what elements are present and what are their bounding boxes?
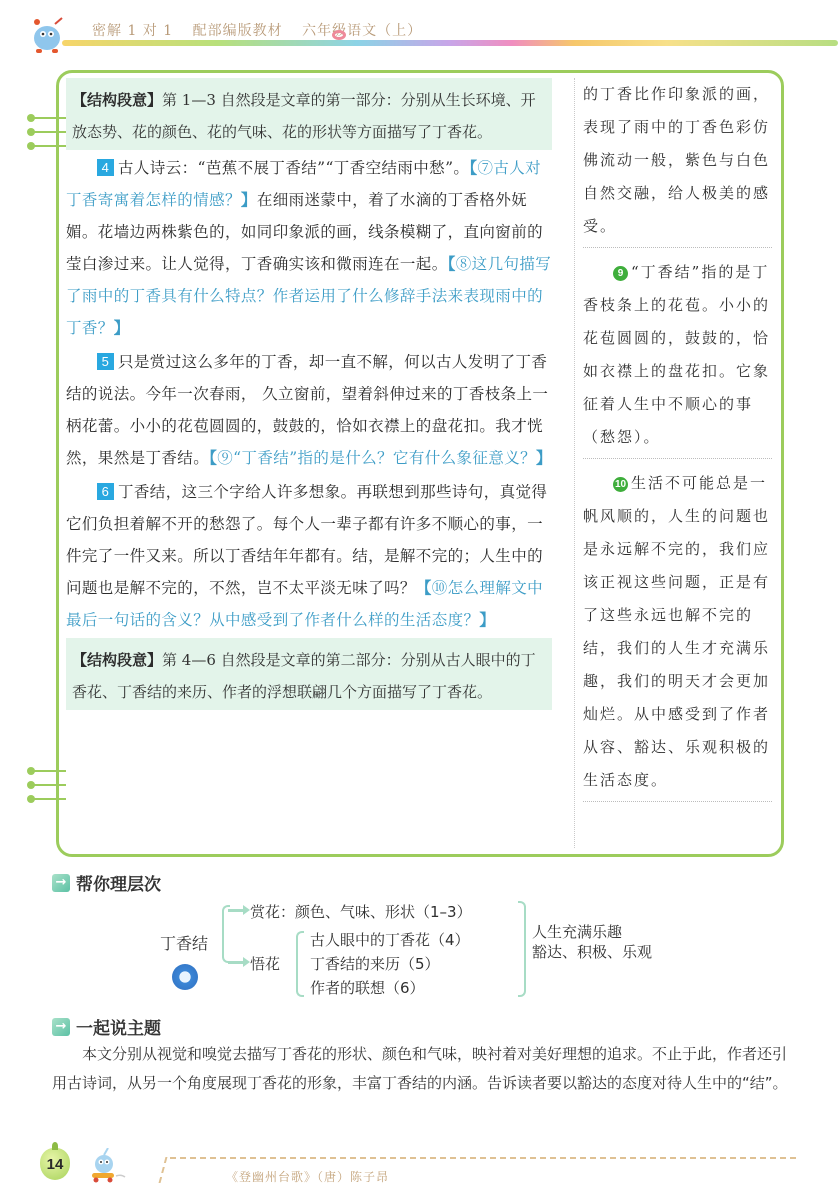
grade-name: 六年级语文（上） [302, 23, 423, 39]
structure-diagram [0, 895, 838, 1000]
alarm-clock-icon [172, 964, 198, 990]
arrow-right-icon: → [52, 874, 70, 892]
page-number: 14 [40, 1148, 70, 1180]
note-number-badge: 10 [614, 479, 627, 490]
note-text: 的丁香比作印象派的画，表现了雨中的丁香色彩仿佛流动一般，紫色与白色自然交融，给人极美的感受。 [583, 85, 771, 235]
note-9 [583, 256, 772, 459]
edition-name: 配部编版教材 [192, 23, 283, 39]
paragraph-6 [66, 476, 552, 636]
note-number-badge: 9 [613, 266, 628, 281]
question-8: 【⑧这几句描写了雨中的丁香具有什么特点？作者运用了什么修辞手法来表现雨中的丁香？】 [66, 255, 552, 337]
section-title: 一起说主题 [76, 1019, 161, 1039]
footer-quote: 《登幽州台歌》（唐）陈子昂 [226, 1170, 390, 1184]
article-column [66, 78, 552, 710]
diagram-sub-2: 丁香结的来历（5） [310, 955, 440, 973]
structure-tag: 【结构段意】 [72, 651, 163, 669]
paragraph-text: 在细雨迷蒙中，着了水滴的丁香格外妩媚。花墙边两株紫色的，如同印象派的画，线条模糊了，直向窗前的莹白渗过来。让人觉得，丁香确实该和微雨连在一起。 [66, 191, 544, 273]
note-10 [583, 467, 772, 802]
connector-dot [30, 131, 66, 133]
paragraph-number: 5 [97, 353, 114, 370]
diagram-branch-2: 悟花 [250, 955, 281, 973]
note-8 [583, 78, 772, 248]
diagram-conclusion-1: 人生充满乐趣 [532, 923, 623, 941]
arrow-right-icon: → [52, 1018, 70, 1036]
paragraph-text: 只是赏过这么多年的丁香，却一直不解，何以古人发明了丁香结的说法。今年一次春雨， 久立窗前，望着斜伸过来的丁香枝条上一柄花蕾。小小的花苞圆圆的，鼓鼓的，恰如衣襟上的盘花扣。我才恍然，果然是丁香结。 [66, 353, 549, 467]
structure-summary-2 [66, 638, 552, 710]
paragraph-4 [66, 152, 552, 344]
note-text: 生活不可能总是一帆风顺的，人生的问题也是永远解不完的，我们应该正视这些问题，正是有了这些永远也解不完的结，我们的人生才充满乐趣，我们的明天才会更加灿烂。从中感受到了作者从容、豁达、乐观积极的生活态度。 [583, 474, 771, 789]
section-title: 帮你理层次 [76, 875, 161, 895]
structure-text: 第 1—3 自然段是文章的第一部分：分别从生长环境、开放态势、花的颜色、花的气味、花的形状等方面描写了丁香花。 [72, 91, 536, 141]
structure-tag: 【结构段意】 [72, 91, 163, 109]
arrow-icon [228, 961, 244, 964]
diagram-branch-1: 赏花：颜色、气味、形状（1–3） [250, 903, 472, 921]
connector-dot [30, 117, 66, 119]
question-10: 【⑩怎么理解文中最后一句话的含义？从中感受到了作者什么样的生活态度？】 [66, 579, 544, 629]
question-9: 【⑨“丁香结”指的是什么？它有什么象征意义？】 [209, 449, 552, 467]
structure-summary-1 [66, 78, 552, 150]
paragraph-text: 古人诗云：“芭蕉不展丁香结”“丁香空结雨中愁”。 [118, 159, 470, 177]
diagram-brace-right [518, 901, 526, 997]
structure-text: 第 4—6 自然段是文章的第二部分：分别从古人眼中的丁香花、丁香结的来历、作者的浮想联翩几个方面描写了丁香花。 [72, 651, 536, 701]
ribbon-loop [332, 30, 346, 40]
footer-divider [170, 1157, 796, 1159]
paragraph-number: 4 [97, 159, 114, 176]
diagram-brace [222, 905, 230, 963]
diagram-sub-1: 古人眼中的丁香花（4） [310, 931, 470, 949]
connector-dot [30, 770, 66, 772]
question-7: 【⑦古人对丁香寄寓着怎样的情感？】 [66, 159, 542, 209]
diagram-conclusion-2: 豁达、积极、乐观 [532, 943, 653, 961]
connector-dot [30, 798, 66, 800]
theme-summary: 本文分别从视觉和嗅觉去描写丁香花的形状、颜色和气味，映衬着对美好理想的追求。不止于此，作者还引用古诗词，从另一个角度展现丁香花的形象，丰富丁香结的内涵。告诉读者要以豁达的态度对待人生中的“结”。 [52, 1045, 788, 1092]
paragraph-text: 丁香结，这三个字给人许多想象。再联想到那些诗句，真觉得它们负担着解不开的愁怨了。每个人一辈子都有许多不顺心的事，一件完了一件又来。所以丁香结年年都有。结，是解不完的；人生中的问题也是解不完的，不然，岂不太平淡无味了吗？ [66, 483, 548, 597]
mascot-skateboard-icon [86, 1148, 126, 1184]
paragraph-number: 6 [97, 483, 114, 500]
series-name: 密解 1 对 1 [92, 23, 174, 39]
connector-dot [30, 784, 66, 786]
diagram-sub-3: 作者的联想（6） [310, 979, 425, 997]
connector-dot [30, 145, 66, 147]
section-heading-layers [52, 870, 161, 895]
paragraph-5 [66, 346, 552, 474]
note-text: “丁香结”指的是丁香枝条上的花苞。小小的花苞圆圆的，鼓鼓的，恰如衣襟上的盘花扣。它象征着人生中不顺心的事（愁怨）。 [583, 263, 771, 446]
header-title [92, 20, 436, 40]
footer-divider [159, 1157, 168, 1183]
section-heading-theme [52, 1014, 161, 1039]
rainbow-ribbon [62, 40, 838, 46]
diagram-root: 丁香结 [160, 934, 209, 953]
diagram-brace [296, 931, 304, 997]
arrow-icon [228, 909, 244, 912]
mascot-icon [28, 14, 66, 54]
page-header [0, 0, 838, 60]
annotation-column [574, 78, 772, 848]
